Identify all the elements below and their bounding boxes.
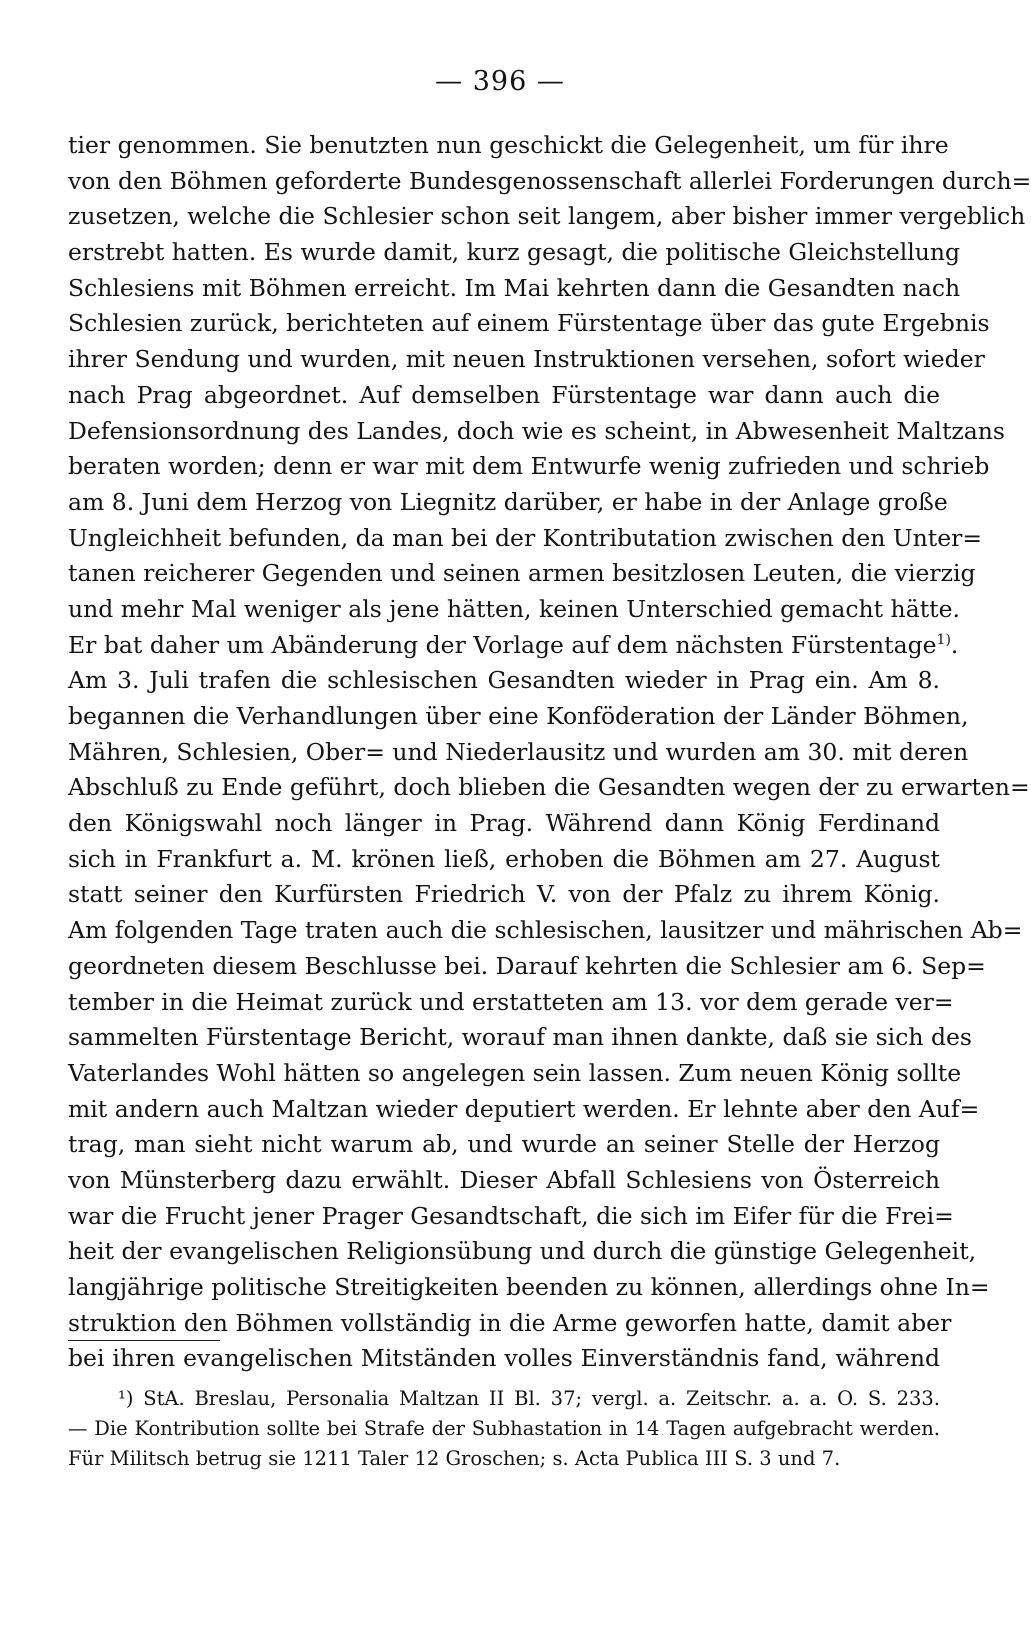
text-line: sich in Frankfurt a. M. krönen ließ, erhoben die Böhmen am 27. August [68,844,940,873]
text-line: war die Frucht jener Prager Gesandtschaft, die sich im Eifer für die Frei= [68,1201,954,1230]
text-line: tier genommen. Sie benutzten nun geschickt die Gelegenheit, um für ihre [68,131,949,159]
text-line: nach Prag abgeordnet. Auf demselben Fürstentage war dann auch die [68,380,940,409]
text-line: erstrebt hatten. Es wurde damit, kurz gesagt, die politische Gleichstellung [68,238,961,267]
text-line: sammelten Fürstentage Bericht, worauf man ihnen dankte, daß sie sich des [68,1023,972,1052]
text-line: Schlesiens mit Böhmen erreicht. Im Mai kehrten dann die Gesandten nach [68,273,961,302]
text-line: struktion den Böhmen vollständig in die Arme geworfen hatte, damit aber [68,1308,952,1337]
text-line: beraten worden; denn er war mit dem Entwurfe wenig zufrieden und schrieb [68,452,990,481]
text-line: am 8. Juni dem Herzog von Liegnitz darüber, er habe in der Anlage große [68,487,948,516]
page-number: — 396 — [435,66,565,97]
text-line: langjährige politische Streitigkeiten beenden zu können, allerdings ohne In= [68,1273,990,1301]
text-line: tanen reicherer Gegenden und seinen armen besitzlosen Leuten, die vierzig [68,559,976,588]
text-line: begannen die Verhandlungen über eine Konföderation der Länder Böhmen, [68,702,969,730]
text-line: ihrer Sendung und wurden, mit neuen Instruktionen versehen, sofort wieder [68,345,985,374]
text-line: Mähren, Schlesien, Ober= und Niederlausitz und wurden am 30. mit deren [68,737,969,766]
text-line: tember in die Heimat zurück und erstatteten am 13. vor dem gerade ver= [68,987,954,1016]
text-line: von den Böhmen geforderte Bundesgenossenschaft allerlei Forderungen durch= [68,166,1031,195]
text-line: zusetzen, welche die Schlesier schon seit langem, aber bisher immer vergeblich [68,202,1026,231]
text-line: heit der evangelischen Religionsübung und durch die günstige Gelegenheit, [68,1237,977,1266]
text-line: Am 3. Juli trafen die schlesischen Gesandten wieder in Prag ein. Am 8. [68,666,940,695]
text-line: Ungleichheit befunden, da man bei der Kontributation zwischen den Unter= [68,523,983,552]
text-line: und mehr Mal weniger als jene hätten, keinen Unterschied gemacht hätte. [68,594,960,623]
text-line-content: Er bat daher um Abänderung der Vorlage auf dem nächsten Fürstentage [68,630,937,659]
text-line: mit andern auch Maltzan wieder deputiert werden. Er lehnte aber den Auf= [68,1094,980,1123]
footnotes [68,1384,940,1474]
body-text [68,128,1031,1377]
text-line: Vaterlandes Wohl hätten so angelegen sein lassen. Zum neuen König sollte [68,1058,962,1087]
text-line-with-footnote-ref [68,628,959,664]
text-line: Am folgenden Tage traten auch die schlesischen, lausitzer und mährischen Ab= [68,916,1023,945]
footnote-line: Für Militsch betrug sie 1211 Taler 12 Groschen; s. Acta Publica III S. 3 und 7. [68,1447,841,1470]
text-line-tail: . [950,630,959,659]
text-line: trag, man sieht nicht warum ab, und wurde an seiner Stelle der Herzog [68,1130,940,1159]
text-line: Schlesien zurück, berichteten auf einem Fürstentage über das gute Ergebnis [68,309,990,338]
text-line: statt seiner den Kurfürsten Friedrich V. von der Pfalz zu ihrem König. [68,880,940,909]
footnote-line: ¹) StA. Breslau, Personalia Maltzan II Bl. 37; vergl. a. Zeitschr. a. a. O. S. 233. [118,1387,940,1410]
text-line: bei ihren evangelischen Mitständen volles Einverständnis fand, während [68,1344,940,1373]
footnote-line: — Die Kontribution sollte bei Strafe der Subhastation in 14 Tagen aufgebracht werden. [68,1417,940,1440]
text-line: von Münsterberg dazu erwählt. Dieser Abfall Schlesiens von Österreich [68,1165,940,1194]
text-line: Abschluß zu Ende geführt, doch blieben die Gesandten wegen der zu erwarten= [68,773,1030,802]
footnote-separator [68,1340,220,1341]
text-line: Defensionsordnung des Landes, doch wie es scheint, in Abwesenheit Maltzans [68,416,1005,445]
text-line: geordneten diesem Beschlusse bei. Darauf kehrten die Schlesier am 6. Sep= [68,951,986,980]
footnote-reference[interactable]: 1) [936,631,951,648]
text-line: den Königswahl noch länger in Prag. Während dann König Ferdinand [68,809,940,838]
